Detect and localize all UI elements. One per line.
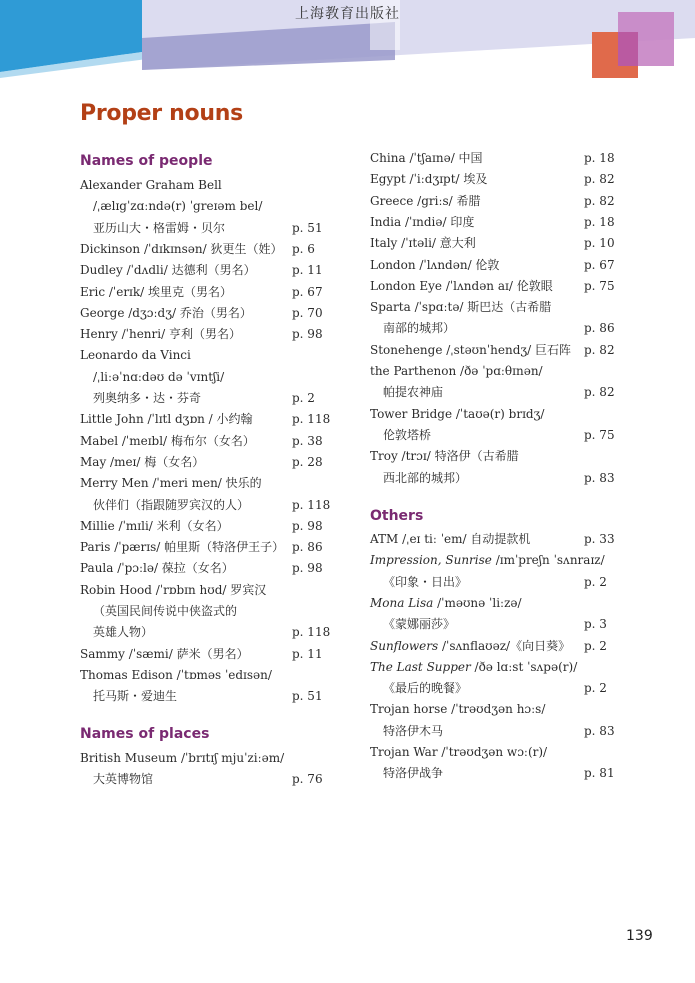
entry-line: 托马斯・爱迪生	[93, 689, 178, 704]
page-reference: p. 76	[292, 772, 323, 787]
page-reference: p. 67	[292, 284, 323, 299]
page-reference: p. 86	[292, 540, 323, 555]
entry-line: Henry /ˈhenri/ 亨利（男名）	[80, 327, 241, 342]
page-reference: p. 6	[292, 241, 315, 256]
page-reference: p. 3	[584, 617, 607, 632]
page-reference: p. 75	[584, 278, 615, 293]
entry-line: India /ˈɪndiə/ 印度	[370, 214, 475, 229]
section-heading-others: Others	[370, 508, 424, 524]
entry-line: /ˌliːəˈnɑːdəʊ də ˈvɪntʃi/	[93, 369, 225, 384]
entry-line: 《蒙娜丽莎》	[383, 617, 456, 632]
entry-line: China /ˈtʃaɪnə/ 中国	[370, 151, 483, 165]
entry-line: 《最后的晚餐》	[383, 681, 468, 696]
page-reference: p. 67	[584, 257, 615, 272]
page-reference: p. 38	[292, 433, 323, 448]
entry-line: Stonehenge /ˌstəʊnˈhendʒ/ 巨石阵	[370, 342, 572, 357]
entry-line: Dickinson /ˈdɪkɪnsən/ 狄更生（姓）	[80, 241, 283, 256]
page-reference: p. 2	[584, 638, 607, 653]
page-reference: p. 10	[584, 236, 615, 251]
entry-line: Egypt /ˈiːdʒɪpt/ 埃及	[370, 172, 488, 187]
page-reference: p. 82	[584, 385, 615, 400]
entry-line: ATM /ˌeɪ tiː ˈem/ 自动提款机	[370, 532, 531, 546]
entry-line: Sammy /ˈsæmi/ 萨米（男名）	[80, 646, 249, 661]
page-title: Proper nouns	[80, 101, 243, 126]
entry-line: 帕提农神庙	[383, 385, 444, 400]
page-reference: p. 118	[292, 625, 331, 640]
page-reference: p. 83	[584, 723, 615, 738]
page-reference: p. 83	[584, 470, 615, 485]
entry-line: May /meɪ/ 梅（女名）	[80, 454, 205, 469]
page-reference: p. 18	[584, 214, 615, 229]
page-reference: p. 70	[292, 305, 323, 320]
page-reference: p. 118	[292, 497, 331, 512]
entry-line: Leonardo da Vinci	[80, 348, 191, 363]
page-reference: p. 2	[584, 574, 607, 589]
page-reference: p. 2	[584, 681, 607, 696]
entry-line: The Last Supper /ðə lɑːst ˈsʌpə(r)/	[370, 659, 578, 674]
entry-line: London Eye /ˈlʌndən aɪ/ 伦敦眼	[370, 278, 553, 293]
entry-line: Millie /ˈmɪli/ 米利（女名）	[80, 518, 229, 533]
page-reference: p. 18	[584, 151, 615, 165]
publisher-name: 上海教育出版社	[295, 6, 400, 22]
page-reference: p. 2	[292, 391, 315, 405]
page-reference: p. 82	[584, 193, 615, 208]
entry-line: Sunflowers /ˈsʌnflaʊəz/《向日葵》	[370, 638, 571, 653]
entry-line: Italy /ˈɪtəli/ 意大利	[370, 236, 476, 251]
entry-line: Troy /trɔɪ/ 特洛伊（古希腊	[370, 449, 519, 464]
page-reference: p. 11	[292, 263, 323, 278]
entry-line: 英雄人物）	[93, 625, 154, 640]
page-reference: p. 28	[292, 454, 323, 469]
entry-line: Robin Hood /ˈrɒbɪn hʊd/ 罗宾汉	[80, 582, 267, 597]
entry-line: 南部的城邦）	[383, 321, 456, 336]
entry-line: 《印象・日出》	[383, 574, 468, 589]
entry-line: Dudley /ˈdʌdli/ 达德利（男名）	[80, 263, 256, 278]
artwork-title: The Last Supper	[370, 659, 471, 674]
entry-line: （英国民间传说中侠盗式的	[93, 604, 238, 618]
artwork-title: Sunflowers	[370, 638, 439, 653]
page-reference: p. 11	[292, 646, 323, 661]
page-reference: p. 33	[584, 532, 615, 546]
page-reference: p. 82	[584, 172, 615, 187]
entry-line: 伦敦塔桥	[383, 427, 432, 442]
entry-line: Trojan horse /ˈtrəʊdʒən hɔːs/	[370, 702, 546, 717]
page-reference: p. 86	[584, 321, 615, 336]
page-reference: p. 51	[292, 220, 323, 235]
entry-line: 列奥纳多・达・芬奇	[93, 391, 202, 405]
entry-line: Sparta /ˈspɑːtə/ 斯巴达（古希腊	[370, 300, 552, 315]
entry-line: Eric /ˈerɪk/ 埃里克（男名）	[80, 284, 233, 299]
entry-line: 亚历山大・格雷姆・贝尔	[93, 220, 226, 235]
entry-line: George /dʒɔːdʒ/ 乔治（男名）	[80, 305, 252, 320]
page-reference: p. 98	[292, 561, 323, 576]
page-reference: p. 81	[584, 766, 615, 781]
section-heading-names-of-people: Names of people	[80, 153, 213, 169]
artwork-title: Impression, Sunrise	[370, 553, 492, 568]
page-reference: p. 98	[292, 518, 323, 533]
entry-line: Trojan War /ˈtrəʊdʒən wɔː(r)/	[370, 745, 548, 759]
entry-line: 大英博物馆	[93, 772, 154, 787]
entry-line: the Parthenon /ðə ˈpɑːθɪnən/	[370, 364, 543, 378]
entry-line: Impression, Sunrise /ɪmˈpreʃn ˈsʌnraɪz/	[370, 553, 605, 568]
entry-line: 伙伴们（指跟随罗宾汉的人）	[93, 497, 250, 512]
entry-line: British Museum /ˈbrɪtɪʃ mjuˈziːəm/	[80, 751, 285, 765]
section-heading-names-of-places: Names of places	[80, 726, 210, 742]
page-reference: p. 82	[584, 342, 615, 357]
entry-line: Thomas Edison /ˈtɒməs ˈedɪsən/	[80, 667, 272, 682]
page-reference: p. 98	[292, 327, 323, 342]
entry-line: 特洛伊木马	[383, 723, 444, 738]
entry-line: Greece /griːs/ 希腊	[370, 193, 481, 208]
entry-line: Paula /ˈpɔːlə/ 葆拉（女名）	[80, 561, 234, 576]
entry-line: Alexander Graham Bell	[80, 178, 222, 192]
entry-line: Merry Men /ˈmeri men/ 快乐的	[80, 476, 262, 491]
entry-line: Little John /ˈlɪtl dʒɒn / 小约翰	[80, 412, 253, 427]
entry-line: Mabel /ˈmeɪbl/ 梅布尔（女名）	[80, 433, 255, 448]
page-number: 139	[626, 928, 653, 944]
entry-line: /ˌælɪgˈzɑːndə(r) ˈgreɪəm bel/	[93, 199, 263, 214]
entry-line: Mona Lisa /ˈməʊnə ˈliːzə/	[370, 595, 522, 610]
page-reference: p. 51	[292, 689, 323, 704]
entry-line: 特洛伊战争	[383, 766, 444, 781]
entry-line: Tower Bridge /ˈtaʊə(r) brɪdʒ/	[370, 406, 545, 421]
page-reference: p. 118	[292, 412, 331, 427]
page-reference: p. 75	[584, 427, 615, 442]
entry-line: Paris /ˈpærɪs/ 帕里斯（特洛伊王子）	[80, 540, 285, 555]
artwork-title: Mona Lisa	[370, 595, 434, 610]
entry-line: 西北部的城邦）	[383, 470, 468, 485]
entry-line: London /ˈlʌndən/ 伦敦	[370, 257, 500, 272]
